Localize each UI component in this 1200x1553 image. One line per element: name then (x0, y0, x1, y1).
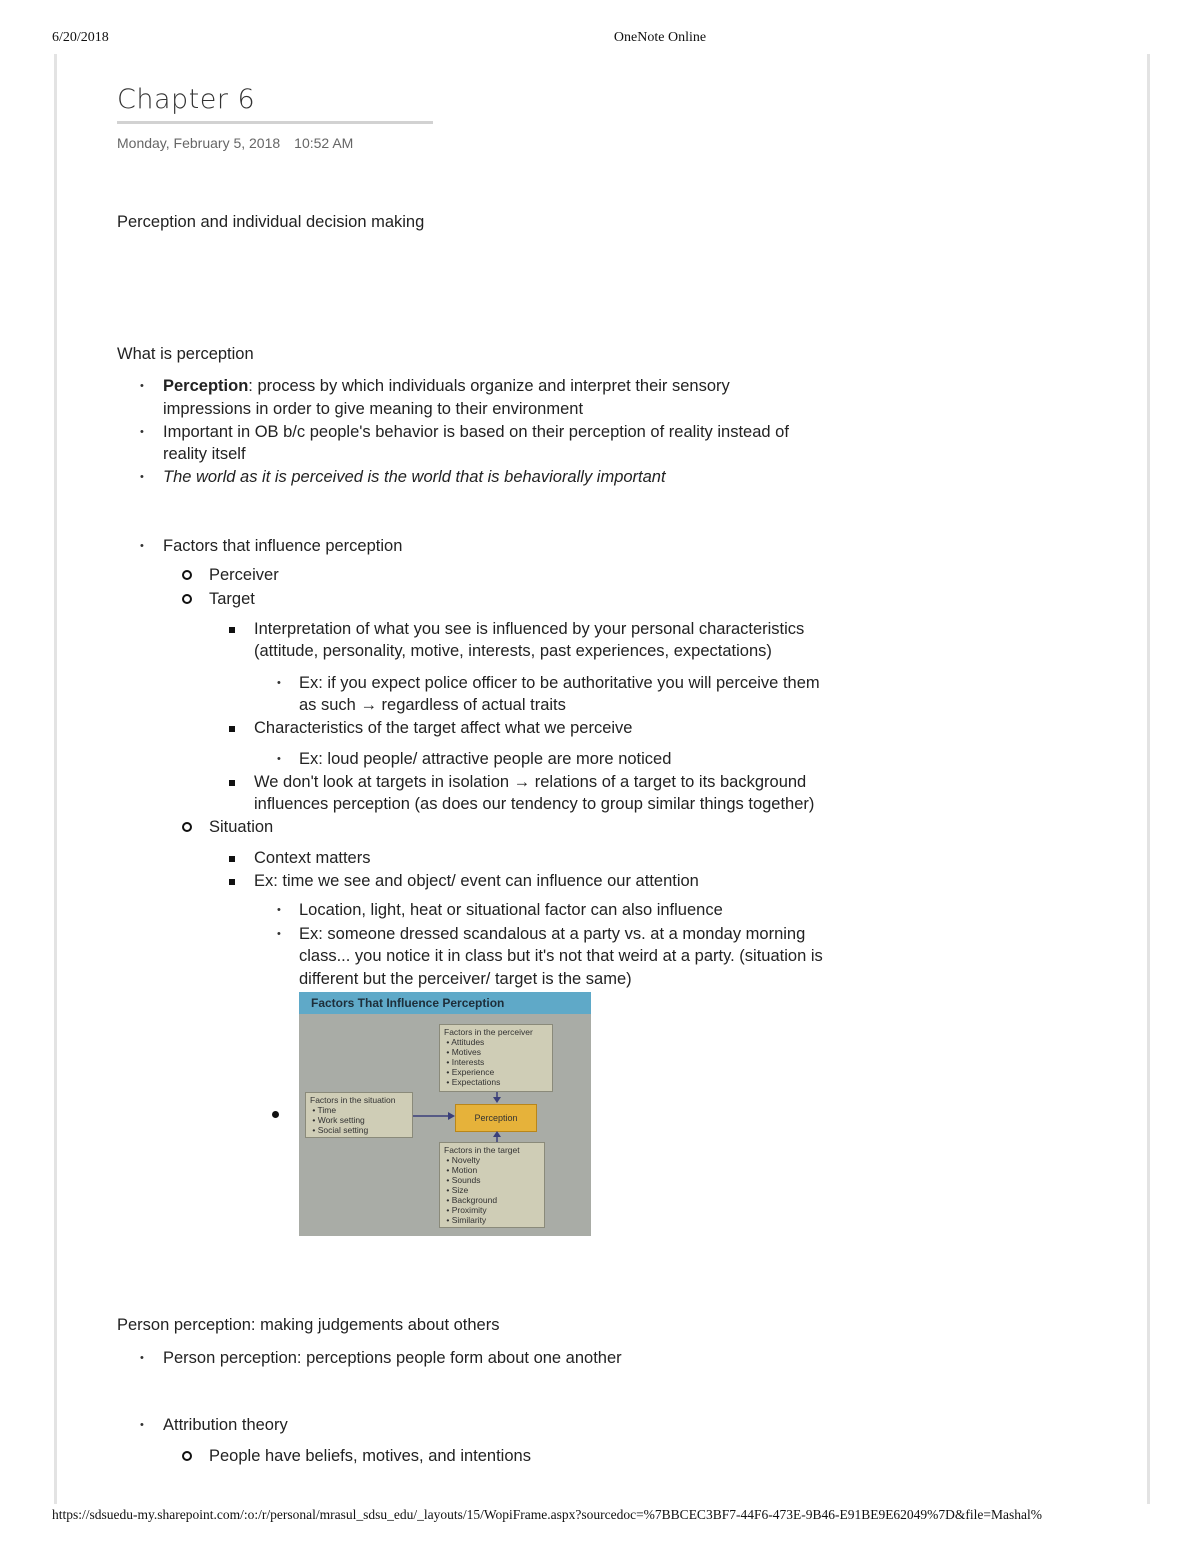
perceiver-factor-item: • Motives (444, 1047, 481, 1057)
target-factors-heading: Factors in the target (444, 1145, 520, 1155)
list-item[interactable] (163, 466, 666, 488)
list-item[interactable]: Ex: someone dressed scandalous at a party vs. at a monday morning (299, 925, 806, 943)
bullet-icon: • (277, 753, 281, 765)
list-item[interactable]: Ex: if you expect police officer to be authoritative you will perceive them (299, 674, 820, 692)
list-item-continuation[interactable]: class... you notice it in class but it's not that weird at a party. (situation is (299, 947, 823, 965)
situation-factor-item: • Time (310, 1105, 337, 1115)
note-timestamp (117, 135, 367, 151)
list-item[interactable]: Attribution theory (163, 1416, 288, 1434)
arrow-head-icon (448, 1112, 455, 1120)
bullet-icon: • (277, 904, 281, 916)
bullet-icon: • (140, 380, 144, 392)
situation-factor-item: • Social setting (310, 1125, 369, 1135)
perceiver-factor-item: • Expectations (444, 1077, 501, 1087)
bullet-icon: • (140, 426, 144, 438)
list-item[interactable] (163, 375, 730, 397)
circle-bullet-icon (182, 594, 192, 604)
arrow-head-icon (493, 1097, 501, 1103)
square-bullet-icon (229, 627, 235, 633)
target-factor-item: • Background (444, 1195, 498, 1205)
list-item[interactable]: Perceiver (209, 566, 279, 584)
target-factor-item: • Novelty (444, 1155, 481, 1165)
perceiver-factor-item: • Interests (444, 1057, 485, 1067)
list-item[interactable]: People have beliefs, motives, and intentions (209, 1447, 531, 1465)
print-footer-url: https://sdsuedu-my.sharepoint.com/:o:/r/personal/mrasul_sdsu_edu/_layouts/15/WopiFrame.aspx?sourcedoc=%7BBCEC3BF7-44F6-473E-9B46-E91BE9E62049%7D&file=Mashal% (52, 1507, 1043, 1522)
bullet-icon: • (140, 1352, 144, 1364)
bullet-icon: • (140, 1419, 144, 1431)
factors-diagram-image[interactable] (299, 992, 591, 1236)
list-item[interactable]: Important in OB b/c people's behavior is based on their perception of reality instead of (163, 423, 789, 441)
bullet-icon: • (140, 540, 144, 552)
circle-bullet-icon (182, 570, 192, 580)
italic-quote: The world as it is perceived is the world that is behaviorally important (163, 468, 666, 486)
square-bullet-icon (229, 856, 235, 862)
figure-title: Factors That Influence Perception (299, 992, 591, 1014)
print-date: 6/20/2018 (52, 30, 109, 45)
list-item[interactable]: Interpretation of what you see is influenced by your personal characteristics (254, 620, 805, 638)
list-item-continuation[interactable]: as such → regardless of actual traits (299, 696, 566, 714)
target-factor-item: • Size (444, 1185, 469, 1195)
target-factor-item: • Motion (444, 1165, 478, 1175)
list-item-continuation[interactable]: different but the perceiver/ target is the same) (299, 970, 632, 988)
note-date: Monday, February 5, 2018 (117, 135, 281, 151)
section-heading[interactable]: Person perception: making judgements about others (117, 1316, 500, 1334)
target-factor-item: • Similarity (444, 1215, 487, 1225)
circle-bullet-icon (182, 822, 192, 832)
title-underline (117, 121, 433, 124)
list-item[interactable]: Ex: time we see and object/ event can influence our attention (254, 872, 699, 890)
list-item[interactable]: Situation (209, 818, 274, 836)
perception-term: Perception (163, 377, 249, 395)
perception-definition: : process by which individuals organize and interpret their sensory (248, 377, 730, 395)
note-subtitle[interactable]: Perception and individual decision making (117, 213, 425, 231)
dot-bullet-icon (272, 1111, 279, 1118)
list-item[interactable]: Target (209, 590, 255, 608)
situation-factors-heading: Factors in the situation (310, 1095, 396, 1105)
perceiver-factor-item: • Attitudes (444, 1037, 485, 1047)
target-factor-item: • Sounds (444, 1175, 481, 1185)
section-heading[interactable]: What is perception (117, 345, 254, 363)
list-item[interactable]: Person perception: perceptions people form about one another (163, 1349, 622, 1367)
page-title[interactable]: Chapter 6 (117, 84, 256, 115)
square-bullet-icon (229, 879, 235, 885)
print-header (0, 30, 1200, 50)
list-item-continuation[interactable]: influences perception (as does our tendency to group similar things together) (254, 795, 815, 813)
list-item-continuation[interactable]: reality itself (163, 445, 246, 463)
arrow-head-icon (493, 1131, 501, 1137)
bullet-icon: • (277, 928, 281, 940)
circle-bullet-icon (182, 1451, 192, 1461)
bullet-icon: • (140, 471, 144, 483)
perceiver-factor-item: • Experience (444, 1067, 495, 1077)
list-item[interactable]: Location, light, heat or situational factor can also influence (299, 901, 723, 919)
note-time: 10:52 AM (294, 135, 354, 151)
target-factor-item: • Proximity (444, 1205, 487, 1215)
list-item[interactable]: Factors that influence perception (163, 537, 403, 555)
list-item-continuation[interactable]: (attitude, personality, motive, interests, past experiences, expectations) (254, 642, 772, 660)
list-item[interactable]: Ex: loud people/ attractive people are more noticed (299, 750, 672, 768)
list-item-continuation[interactable]: impressions in order to give meaning to their environment (163, 400, 584, 418)
diagram-arrows (299, 992, 591, 1236)
square-bullet-icon (229, 726, 235, 732)
perception-center-box: Perception (455, 1104, 537, 1132)
situation-factor-item: • Work setting (310, 1115, 365, 1125)
list-item[interactable]: Context matters (254, 849, 371, 867)
perceiver-factors-heading: Factors in the perceiver (444, 1027, 533, 1037)
print-app-title: OneNote Online (613, 30, 707, 45)
list-item[interactable]: Characteristics of the target affect what we perceive (254, 719, 633, 737)
square-bullet-icon (229, 780, 235, 786)
list-item[interactable]: We don't look at targets in isolation → relations of a target to its background (254, 773, 807, 791)
bullet-icon: • (277, 677, 281, 689)
